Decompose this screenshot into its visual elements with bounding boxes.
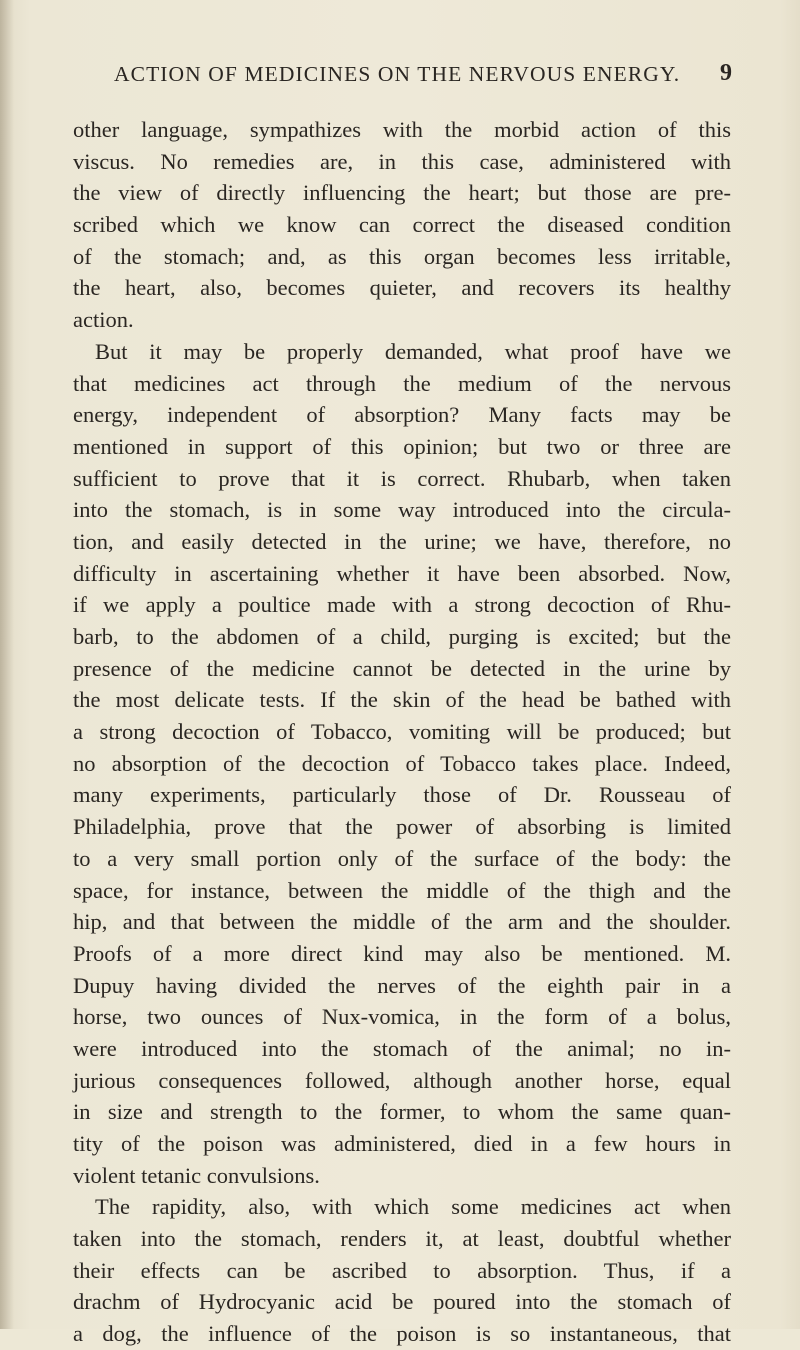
text-line: the most delicate tests. If the skin of the head be bathed with [73,687,731,713]
text-line: their effects can be ascribed to absorption. Thus, if a [73,1257,731,1283]
text-line: to a very small portion only of the surface of the body: the [73,845,731,871]
text-line: Proofs of a more direct kind may also be mentioned. M. [73,940,731,966]
text-line: that medicines act through the medium of the nervous [73,370,731,396]
text-line: Philadelphia, prove that the power of absorbing is limited [73,814,731,840]
text-line: But it may be properly demanded, what proof have we [95,338,731,364]
text-line: the heart, also, becomes quieter, and recovers its healthy [73,275,731,301]
text-line: viscus. No remedies are, in this case, administered with [73,148,731,174]
text-line: a strong decoction of Tobacco, vomiting will be produced; but [73,719,731,745]
text-line: tity of the poison was administered, died in a few hours in [73,1131,731,1156]
text-line: other language, sympathizes with the morbid action of this [73,117,731,142]
text-line: Dupuy having divided the nerves of the eighth pair in a [73,972,731,998]
text-line: the view of directly influencing the heart; but those are pre- [73,180,731,206]
text-line: presence of the medicine cannot be detected in the urine by [73,655,731,681]
page-gutter-shadow [0,0,14,1329]
text-line: jurious consequences followed, although another horse, equal [73,1067,731,1093]
paragraph [73,336,731,1192]
paragraph [73,1191,731,1349]
text-line: tion, and easily detected in the urine; we have, therefore, no [73,528,731,554]
running-header [114,60,732,87]
text-line: space, for instance, between the middle of the thigh and the [73,877,731,903]
text-line: sufficient to prove that it is correct. Rhubarb, when taken [73,465,731,491]
text-line: scribed which we know can correct the diseased condition [73,212,731,238]
text-line: energy, independent of absorption? Many facts may be [73,402,731,428]
text-line: action. [73,307,134,333]
page-number: 9 [720,60,732,86]
text-line: difficulty in ascertaining whether it have been absorbed. Now, [73,560,731,586]
text-line: many experiments, particularly those of Dr. Rousseau of [73,782,731,808]
text-line: violent tetanic convulsions. [73,1162,320,1188]
text-line: in size and strength to the former, to whom the same quan- [73,1099,731,1125]
text-line: mentioned in support of this opinion; but two or three are [73,433,731,459]
running-title: ACTION OF MEDICINES ON THE NERVOUS ENERGY. [114,62,681,86]
text-line: hip, and that between the middle of the arm and the shoulder. [73,909,731,935]
text-line: of the stomach; and, as this organ becomes less irritable, [73,243,731,269]
text-line: no absorption of the decoction of Tobacco takes place. Indeed, [73,750,731,776]
text-line: if we apply a poultice made with a strong decoction of Rhu- [73,592,731,618]
text-line: were introduced into the stomach of the animal; no in- [73,1035,731,1061]
paragraph [73,114,731,336]
text-line: taken into the stomach, renders it, at least, doubtful whether [73,1226,731,1252]
text-line: barb, to the abdomen of a child, purging is excited; but the [73,624,731,649]
text-line: horse, two ounces of Nux-vomica, in the form of a bolus, [73,1004,731,1030]
text-line: a dog, the influence of the poison is so instantaneous, that [73,1321,731,1347]
text-line: into the stomach, is in some way introduced into the circula- [73,497,731,523]
body-text [73,114,731,1350]
text-line: drachm of Hydrocyanic acid be poured into the stomach of [73,1289,731,1315]
text-line: The rapidity, also, with which some medicines act when [95,1194,731,1220]
